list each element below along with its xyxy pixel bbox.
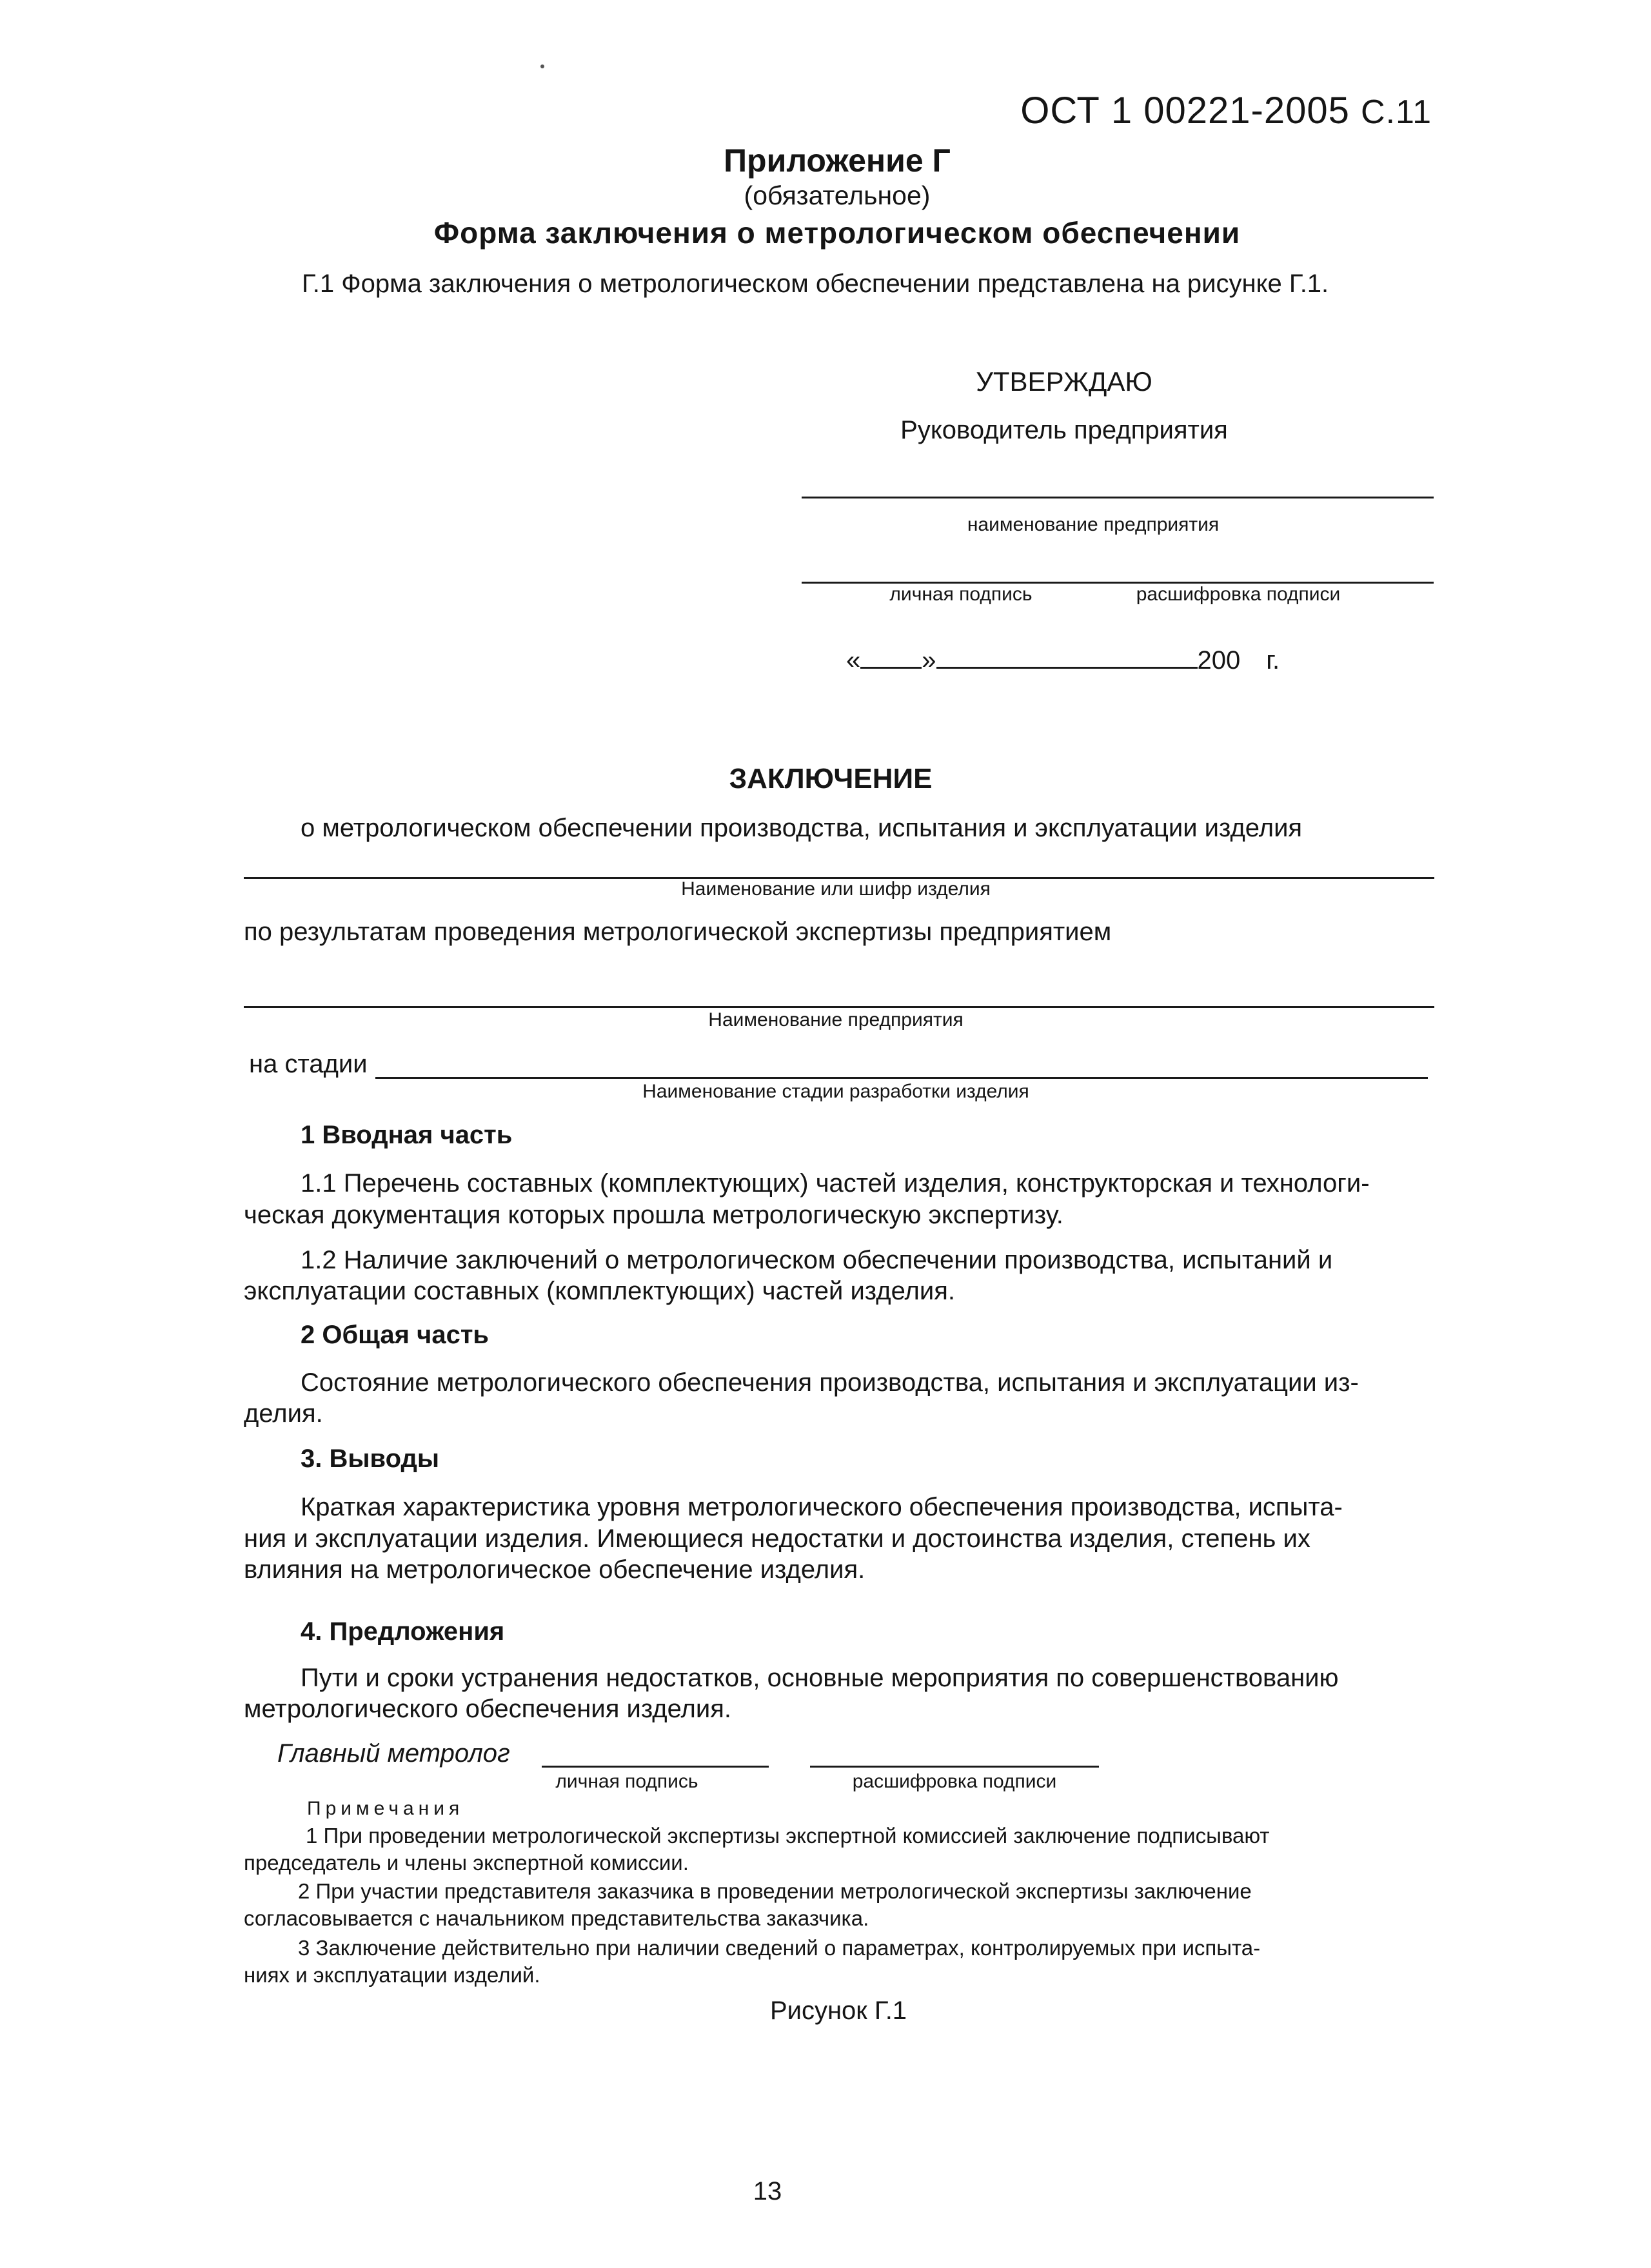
appendix-intro: Г.1 Форма заключения о метрологическом обеспечении представлена на рисунке Г.1. xyxy=(302,270,1329,298)
chief-signature-line xyxy=(542,1766,769,1768)
org-name-caption: наименование предприятия xyxy=(967,514,1220,535)
stage-caption: Наименование стадии разработки изделия xyxy=(642,1081,1029,1102)
section-2-p-line2: делия. xyxy=(244,1399,323,1428)
conclusion-subtitle: о метрологическом обеспечении производства, испытания и эксплуатации изделия xyxy=(301,814,1303,842)
stage-line xyxy=(375,1077,1428,1079)
date-close-quote: » xyxy=(922,646,936,675)
head-label: Руководитель предприятия xyxy=(900,416,1228,444)
note-1-line1: 1 При проведении метрологической экспертизы экспертной комиссией заключение подписывают xyxy=(306,1824,1270,1848)
chief-decode-line xyxy=(810,1766,1099,1768)
section-3-p-line1: Краткая характеристика уровня метрологического обеспечения производства, испыта- xyxy=(301,1493,1343,1521)
section-3-title: 3. Выводы xyxy=(301,1445,440,1473)
figure-caption: Рисунок Г.1 xyxy=(769,1997,907,2025)
section-4-p-line2: метрологического обеспечения изделия. xyxy=(244,1695,732,1723)
signature-caption: личная подпись xyxy=(889,584,1033,605)
by-results-text: по результатам проведения метрологической экспертизы предприятием xyxy=(244,918,1112,946)
section-1-title: 1 Вводная часть xyxy=(301,1121,513,1149)
section-1-p2-line2: эксплуатации составных (комплектующих) частей изделия. xyxy=(244,1277,955,1305)
scan-speck xyxy=(540,64,544,68)
date-open-quote: « xyxy=(846,646,861,675)
chief-metrologist-label: Главный метролог xyxy=(277,1739,510,1768)
note-3-line1: 3 Заключение действительно при наличии сведений о параметрах, контролируемых при испыта- xyxy=(298,1936,1261,1960)
conclusion-title: ЗАКЛЮЧЕНИЕ xyxy=(729,763,933,794)
decode-caption: расшифровка подписи xyxy=(1136,584,1341,605)
product-caption: Наименование или шифр изделия xyxy=(681,878,991,900)
note-2-line1: 2 При участии представителя заказчика в проведении метрологической экспертизы заключение xyxy=(298,1879,1252,1903)
date-line xyxy=(846,646,1280,675)
note-3-line2: ниях и эксплуатации изделий. xyxy=(244,1963,540,1987)
doc-header xyxy=(1020,89,1432,132)
note-1-line2: председатель и члены экспертной комиссии. xyxy=(244,1851,689,1875)
section-1-p2-line1: 1.2 Наличие заключений о метрологическом обеспечении производства, испытаний и xyxy=(301,1246,1333,1274)
org-line xyxy=(244,1006,1434,1008)
org-caption: Наименование предприятия xyxy=(708,1009,964,1030)
date-year: 200 xyxy=(1197,646,1241,675)
date-year-suffix: г. xyxy=(1266,646,1280,675)
section-4-title: 4. Предложения xyxy=(301,1617,505,1646)
appendix-heading: Форма заключения о метрологическом обеспечении xyxy=(433,216,1241,250)
stage-label: на стадии xyxy=(249,1050,368,1078)
notes-title: Примечания xyxy=(307,1798,464,1819)
section-2-p-line1: Состояние метрологического обеспечения производства, испытания и эксплуатации из- xyxy=(301,1368,1359,1397)
page-ref: С.11 xyxy=(1361,94,1432,131)
chief-decode-caption: расшифровка подписи xyxy=(852,1771,1057,1792)
note-2-line2: согласовывается с начальником представительства заказчика. xyxy=(244,1906,869,1930)
section-1-p1-line1: 1.1 Перечень составных (комплектующих) частей изделия, конструкторская и технологи- xyxy=(301,1169,1370,1198)
section-3-p-line2: ния и эксплуатации изделия. Имеющиеся недостатки и достоинства изделия, степень их xyxy=(244,1524,1310,1553)
appendix-title: Приложение Г xyxy=(724,143,951,179)
appendix-status: (обязательное) xyxy=(744,181,931,210)
section-1-p1-line2: ческая документация которых прошла метрологическую экспертизу. xyxy=(244,1201,1063,1229)
section-2-title: 2 Общая часть xyxy=(301,1321,489,1349)
chief-signature-caption: личная подпись xyxy=(555,1771,698,1792)
page-number: 13 xyxy=(753,2177,782,2205)
doc-code: ОСТ 1 00221-2005 xyxy=(1020,90,1350,132)
section-3-p-line3: влияния на метрологическое обеспечение изделия. xyxy=(244,1555,865,1584)
approve-label: УТВЕРЖДАЮ xyxy=(976,366,1152,397)
section-4-p-line1: Пути и сроки устранения недостатков, основные мероприятия по совершенствованию xyxy=(301,1664,1339,1692)
org-name-line xyxy=(802,497,1434,498)
